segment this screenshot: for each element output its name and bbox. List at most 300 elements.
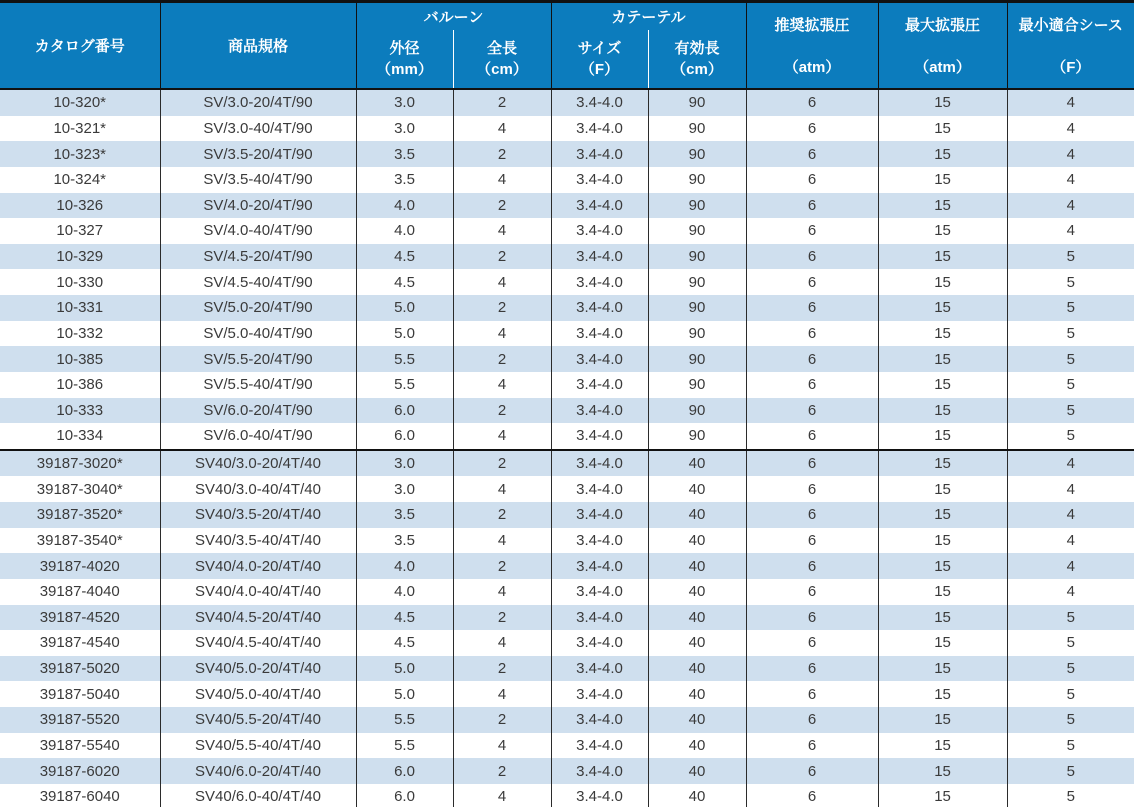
table-row bbox=[0, 784, 1134, 807]
header-catheter-group bbox=[551, 2, 746, 31]
table-row bbox=[0, 630, 1134, 656]
table-row bbox=[0, 605, 1134, 631]
cell-catalog: 10-323* bbox=[0, 141, 160, 167]
table-row bbox=[0, 423, 1134, 450]
cell-catalog: 10-331 bbox=[0, 295, 160, 321]
cell-min-sheath: 4 bbox=[1007, 528, 1134, 554]
cell-max-pressure: 15 bbox=[878, 321, 1007, 347]
cell-rec-pressure: 6 bbox=[746, 372, 878, 398]
cell-od: 4.5 bbox=[356, 605, 453, 631]
header-balloon-group-label: バルーン bbox=[423, 9, 484, 26]
cell-spec: SV40/5.5-40/4T/40 bbox=[160, 733, 356, 759]
cell-rec-pressure: 6 bbox=[746, 346, 878, 372]
cell-effective-length: 90 bbox=[648, 141, 746, 167]
cell-size: 3.4-4.0 bbox=[551, 758, 648, 784]
header-product-spec-label: 商品規格 bbox=[227, 38, 288, 55]
cell-size: 3.4-4.0 bbox=[551, 553, 648, 579]
cell-size: 3.4-4.0 bbox=[551, 321, 648, 347]
cell-rec-pressure: 6 bbox=[746, 553, 878, 579]
cell-length: 4 bbox=[453, 321, 551, 347]
cell-rec-pressure: 6 bbox=[746, 681, 878, 707]
cell-spec: SV/6.0-40/4T/90 bbox=[160, 423, 356, 450]
cell-spec: SV40/5.0-40/4T/40 bbox=[160, 681, 356, 707]
cell-od: 3.0 bbox=[356, 116, 453, 142]
cell-max-pressure: 15 bbox=[878, 89, 1007, 116]
cell-length: 2 bbox=[453, 295, 551, 321]
cell-catalog: 10-333 bbox=[0, 398, 160, 424]
cell-min-sheath: 4 bbox=[1007, 116, 1134, 142]
cell-effective-length: 90 bbox=[648, 116, 746, 142]
cell-size: 3.4-4.0 bbox=[551, 295, 648, 321]
header-catheter-effective-length bbox=[648, 30, 746, 89]
cell-od: 4.5 bbox=[356, 269, 453, 295]
table-row bbox=[0, 707, 1134, 733]
table-row bbox=[0, 372, 1134, 398]
cell-rec-pressure: 6 bbox=[746, 707, 878, 733]
cell-catalog: 39187-3540* bbox=[0, 528, 160, 554]
table-row bbox=[0, 681, 1134, 707]
cell-rec-pressure: 6 bbox=[746, 295, 878, 321]
cell-max-pressure: 15 bbox=[878, 502, 1007, 528]
cell-max-pressure: 15 bbox=[878, 218, 1007, 244]
cell-max-pressure: 15 bbox=[878, 269, 1007, 295]
cell-size: 3.4-4.0 bbox=[551, 193, 648, 219]
cell-min-sheath: 5 bbox=[1007, 423, 1134, 450]
cell-catalog: 10-332 bbox=[0, 321, 160, 347]
cell-min-sheath: 4 bbox=[1007, 89, 1134, 116]
cell-max-pressure: 15 bbox=[878, 528, 1007, 554]
cell-catalog: 10-330 bbox=[0, 269, 160, 295]
cell-length: 4 bbox=[453, 733, 551, 759]
cell-size: 3.4-4.0 bbox=[551, 141, 648, 167]
cell-catalog: 10-386 bbox=[0, 372, 160, 398]
header-min-sheath-unit: （F） bbox=[1051, 59, 1091, 76]
cell-length: 2 bbox=[453, 758, 551, 784]
cell-catalog: 10-324* bbox=[0, 167, 160, 193]
cell-effective-length: 40 bbox=[648, 656, 746, 682]
cell-od: 5.5 bbox=[356, 346, 453, 372]
cell-rec-pressure: 6 bbox=[746, 423, 878, 450]
cell-rec-pressure: 6 bbox=[746, 630, 878, 656]
cell-max-pressure: 15 bbox=[878, 167, 1007, 193]
cell-catalog: 39187-3040* bbox=[0, 476, 160, 502]
cell-spec: SV40/3.0-40/4T/40 bbox=[160, 476, 356, 502]
cell-spec: SV/6.0-20/4T/90 bbox=[160, 398, 356, 424]
cell-catalog: 10-327 bbox=[0, 218, 160, 244]
cell-effective-length: 40 bbox=[648, 733, 746, 759]
cell-size: 3.4-4.0 bbox=[551, 116, 648, 142]
cell-min-sheath: 5 bbox=[1007, 630, 1134, 656]
cell-size: 3.4-4.0 bbox=[551, 450, 648, 477]
cell-effective-length: 90 bbox=[648, 193, 746, 219]
cell-max-pressure: 15 bbox=[878, 372, 1007, 398]
cell-rec-pressure: 6 bbox=[746, 476, 878, 502]
header-recommended-pressure-label: 推奨拡張圧 bbox=[774, 17, 850, 34]
cell-rec-pressure: 6 bbox=[746, 193, 878, 219]
cell-od: 3.5 bbox=[356, 167, 453, 193]
cell-effective-length: 90 bbox=[648, 167, 746, 193]
cell-spec: SV/3.5-20/4T/90 bbox=[160, 141, 356, 167]
header-balloon-length bbox=[453, 30, 551, 89]
cell-catalog: 10-334 bbox=[0, 423, 160, 450]
cell-effective-length: 40 bbox=[648, 502, 746, 528]
cell-spec: SV/4.0-20/4T/90 bbox=[160, 193, 356, 219]
cell-max-pressure: 15 bbox=[878, 784, 1007, 807]
cell-effective-length: 40 bbox=[648, 758, 746, 784]
cell-rec-pressure: 6 bbox=[746, 269, 878, 295]
cell-min-sheath: 5 bbox=[1007, 656, 1134, 682]
cell-length: 2 bbox=[453, 244, 551, 270]
header-catalog-number-label: カタログ番号 bbox=[34, 38, 125, 55]
cell-min-sheath: 4 bbox=[1007, 193, 1134, 219]
cell-max-pressure: 15 bbox=[878, 476, 1007, 502]
cell-catalog: 39187-4040 bbox=[0, 579, 160, 605]
header-catheter-effective-length-unit: （cm） bbox=[671, 61, 723, 78]
cell-od: 6.0 bbox=[356, 423, 453, 450]
cell-rec-pressure: 6 bbox=[746, 733, 878, 759]
cell-spec: SV40/3.0-20/4T/40 bbox=[160, 450, 356, 477]
table-row bbox=[0, 579, 1134, 605]
cell-max-pressure: 15 bbox=[878, 423, 1007, 450]
cell-length: 4 bbox=[453, 784, 551, 807]
cell-rec-pressure: 6 bbox=[746, 502, 878, 528]
cell-length: 2 bbox=[453, 89, 551, 116]
cell-length: 2 bbox=[453, 346, 551, 372]
cell-rec-pressure: 6 bbox=[746, 167, 878, 193]
table-row bbox=[0, 758, 1134, 784]
cell-catalog: 10-326 bbox=[0, 193, 160, 219]
cell-od: 3.5 bbox=[356, 528, 453, 554]
cell-spec: SV/5.5-40/4T/90 bbox=[160, 372, 356, 398]
cell-size: 3.4-4.0 bbox=[551, 423, 648, 450]
cell-catalog: 39187-4020 bbox=[0, 553, 160, 579]
cell-effective-length: 40 bbox=[648, 450, 746, 477]
cell-spec: SV40/3.5-40/4T/40 bbox=[160, 528, 356, 554]
cell-od: 5.5 bbox=[356, 707, 453, 733]
cell-min-sheath: 4 bbox=[1007, 553, 1134, 579]
cell-max-pressure: 15 bbox=[878, 733, 1007, 759]
cell-size: 3.4-4.0 bbox=[551, 398, 648, 424]
cell-effective-length: 40 bbox=[648, 707, 746, 733]
header-max-pressure bbox=[878, 2, 1007, 90]
cell-min-sheath: 4 bbox=[1007, 502, 1134, 528]
cell-od: 3.0 bbox=[356, 476, 453, 502]
header-product-spec bbox=[160, 2, 356, 90]
cell-size: 3.4-4.0 bbox=[551, 269, 648, 295]
table-body bbox=[0, 89, 1134, 807]
header-balloon-od-unit: （mm） bbox=[376, 61, 433, 78]
cell-min-sheath: 5 bbox=[1007, 346, 1134, 372]
cell-min-sheath: 5 bbox=[1007, 321, 1134, 347]
cell-max-pressure: 15 bbox=[878, 579, 1007, 605]
cell-rec-pressure: 6 bbox=[746, 218, 878, 244]
cell-max-pressure: 15 bbox=[878, 346, 1007, 372]
cell-size: 3.4-4.0 bbox=[551, 579, 648, 605]
cell-catalog: 39187-3020* bbox=[0, 450, 160, 477]
cell-min-sheath: 4 bbox=[1007, 450, 1134, 477]
cell-length: 2 bbox=[453, 707, 551, 733]
cell-od: 5.0 bbox=[356, 681, 453, 707]
cell-effective-length: 40 bbox=[648, 579, 746, 605]
cell-length: 2 bbox=[453, 450, 551, 477]
header-max-pressure-label: 最大拡張圧 bbox=[905, 17, 981, 34]
cell-rec-pressure: 6 bbox=[746, 89, 878, 116]
cell-size: 3.4-4.0 bbox=[551, 502, 648, 528]
cell-length: 4 bbox=[453, 218, 551, 244]
cell-length: 4 bbox=[453, 116, 551, 142]
cell-effective-length: 90 bbox=[648, 398, 746, 424]
header-min-sheath-lines bbox=[1008, 4, 1134, 88]
cell-length: 4 bbox=[453, 372, 551, 398]
cell-min-sheath: 4 bbox=[1007, 579, 1134, 605]
cell-size: 3.4-4.0 bbox=[551, 218, 648, 244]
cell-max-pressure: 15 bbox=[878, 244, 1007, 270]
cell-size: 3.4-4.0 bbox=[551, 528, 648, 554]
cell-size: 3.4-4.0 bbox=[551, 733, 648, 759]
cell-spec: SV40/6.0-20/4T/40 bbox=[160, 758, 356, 784]
cell-max-pressure: 15 bbox=[878, 758, 1007, 784]
cell-size: 3.4-4.0 bbox=[551, 656, 648, 682]
cell-effective-length: 90 bbox=[648, 269, 746, 295]
cell-spec: SV/3.0-20/4T/90 bbox=[160, 89, 356, 116]
cell-spec: SV40/5.0-20/4T/40 bbox=[160, 656, 356, 682]
table-row bbox=[0, 450, 1134, 477]
cell-rec-pressure: 6 bbox=[746, 656, 878, 682]
cell-max-pressure: 15 bbox=[878, 295, 1007, 321]
cell-spec: SV40/4.5-40/4T/40 bbox=[160, 630, 356, 656]
cell-size: 3.4-4.0 bbox=[551, 89, 648, 116]
table-row bbox=[0, 244, 1134, 270]
table-row bbox=[0, 398, 1134, 424]
table-row bbox=[0, 193, 1134, 219]
cell-rec-pressure: 6 bbox=[746, 116, 878, 142]
cell-od: 5.0 bbox=[356, 656, 453, 682]
cell-length: 2 bbox=[453, 398, 551, 424]
cell-rec-pressure: 6 bbox=[746, 321, 878, 347]
cell-max-pressure: 15 bbox=[878, 656, 1007, 682]
cell-catalog: 10-385 bbox=[0, 346, 160, 372]
cell-od: 5.5 bbox=[356, 733, 453, 759]
cell-spec: SV/3.5-40/4T/90 bbox=[160, 167, 356, 193]
cell-od: 4.0 bbox=[356, 193, 453, 219]
cell-max-pressure: 15 bbox=[878, 116, 1007, 142]
cell-rec-pressure: 6 bbox=[746, 141, 878, 167]
cell-spec: SV/4.0-40/4T/90 bbox=[160, 218, 356, 244]
cell-length: 2 bbox=[453, 502, 551, 528]
cell-rec-pressure: 6 bbox=[746, 758, 878, 784]
cell-max-pressure: 15 bbox=[878, 450, 1007, 477]
table-row bbox=[0, 528, 1134, 554]
table-row bbox=[0, 141, 1134, 167]
cell-max-pressure: 15 bbox=[878, 605, 1007, 631]
header-catheter-group-label: カテーテル bbox=[611, 9, 686, 26]
cell-spec: SV40/6.0-40/4T/40 bbox=[160, 784, 356, 807]
cell-min-sheath: 5 bbox=[1007, 784, 1134, 807]
header-catheter-size-label: サイズ bbox=[577, 40, 622, 57]
cell-catalog: 39187-3520* bbox=[0, 502, 160, 528]
cell-od: 5.0 bbox=[356, 321, 453, 347]
cell-catalog: 39187-5020 bbox=[0, 656, 160, 682]
table-row bbox=[0, 476, 1134, 502]
cell-size: 3.4-4.0 bbox=[551, 244, 648, 270]
header-catheter-effective-length-label: 有効長 bbox=[674, 40, 720, 57]
cell-size: 3.4-4.0 bbox=[551, 476, 648, 502]
cell-effective-length: 40 bbox=[648, 681, 746, 707]
cell-spec: SV40/3.5-20/4T/40 bbox=[160, 502, 356, 528]
cell-rec-pressure: 6 bbox=[746, 528, 878, 554]
cell-max-pressure: 15 bbox=[878, 630, 1007, 656]
cell-effective-length: 90 bbox=[648, 423, 746, 450]
cell-od: 3.5 bbox=[356, 141, 453, 167]
cell-min-sheath: 5 bbox=[1007, 244, 1134, 270]
cell-effective-length: 90 bbox=[648, 89, 746, 116]
table-row bbox=[0, 295, 1134, 321]
header-min-sheath-label: 最小適合シース bbox=[1018, 17, 1123, 34]
cell-length: 2 bbox=[453, 553, 551, 579]
cell-min-sheath: 5 bbox=[1007, 707, 1134, 733]
header-min-sheath bbox=[1007, 2, 1134, 90]
cell-od: 4.0 bbox=[356, 553, 453, 579]
cell-od: 4.5 bbox=[356, 630, 453, 656]
cell-od: 4.0 bbox=[356, 218, 453, 244]
header-max-pressure-lines bbox=[879, 4, 1007, 88]
cell-effective-length: 40 bbox=[648, 476, 746, 502]
cell-rec-pressure: 6 bbox=[746, 450, 878, 477]
cell-length: 4 bbox=[453, 476, 551, 502]
cell-spec: SV/5.0-20/4T/90 bbox=[160, 295, 356, 321]
cell-spec: SV/4.5-40/4T/90 bbox=[160, 269, 356, 295]
cell-effective-length: 40 bbox=[648, 528, 746, 554]
cell-od: 6.0 bbox=[356, 784, 453, 807]
header-recommended-pressure-lines bbox=[747, 4, 878, 88]
cell-min-sheath: 5 bbox=[1007, 295, 1134, 321]
cell-size: 3.4-4.0 bbox=[551, 605, 648, 631]
cell-od: 6.0 bbox=[356, 758, 453, 784]
cell-max-pressure: 15 bbox=[878, 553, 1007, 579]
cell-min-sheath: 4 bbox=[1007, 476, 1134, 502]
cell-spec: SV/4.5-20/4T/90 bbox=[160, 244, 356, 270]
table-row bbox=[0, 553, 1134, 579]
header-row-groups bbox=[0, 2, 1134, 31]
cell-spec: SV40/4.5-20/4T/40 bbox=[160, 605, 356, 631]
table-row bbox=[0, 167, 1134, 193]
cell-effective-length: 40 bbox=[648, 784, 746, 807]
cell-rec-pressure: 6 bbox=[746, 244, 878, 270]
cell-effective-length: 40 bbox=[648, 605, 746, 631]
table-header bbox=[0, 2, 1134, 90]
cell-od: 3.0 bbox=[356, 450, 453, 477]
table-row bbox=[0, 89, 1134, 116]
cell-size: 3.4-4.0 bbox=[551, 167, 648, 193]
cell-length: 4 bbox=[453, 423, 551, 450]
cell-effective-length: 90 bbox=[648, 295, 746, 321]
cell-min-sheath: 5 bbox=[1007, 681, 1134, 707]
cell-min-sheath: 4 bbox=[1007, 141, 1134, 167]
header-recommended-pressure bbox=[746, 2, 878, 90]
cell-catalog: 39187-6020 bbox=[0, 758, 160, 784]
cell-od: 6.0 bbox=[356, 398, 453, 424]
cell-length: 4 bbox=[453, 630, 551, 656]
header-balloon-length-unit: （cm） bbox=[476, 61, 528, 78]
cell-size: 3.4-4.0 bbox=[551, 630, 648, 656]
cell-catalog: 39187-5040 bbox=[0, 681, 160, 707]
table-row bbox=[0, 218, 1134, 244]
header-balloon-od-label: 外径 bbox=[389, 40, 420, 57]
cell-min-sheath: 5 bbox=[1007, 733, 1134, 759]
cell-catalog: 39187-4540 bbox=[0, 630, 160, 656]
cell-catalog: 39187-5520 bbox=[0, 707, 160, 733]
cell-effective-length: 90 bbox=[648, 218, 746, 244]
table-row bbox=[0, 269, 1134, 295]
cell-length: 2 bbox=[453, 656, 551, 682]
cell-length: 4 bbox=[453, 528, 551, 554]
cell-catalog: 39187-4520 bbox=[0, 605, 160, 631]
cell-effective-length: 90 bbox=[648, 244, 746, 270]
table-row bbox=[0, 321, 1134, 347]
header-max-pressure-unit: （atm） bbox=[914, 59, 971, 76]
header-recommended-pressure-unit: （atm） bbox=[783, 59, 841, 76]
cell-length: 2 bbox=[453, 193, 551, 219]
cell-rec-pressure: 6 bbox=[746, 605, 878, 631]
cell-length: 2 bbox=[453, 141, 551, 167]
cell-min-sheath: 5 bbox=[1007, 269, 1134, 295]
cell-length: 4 bbox=[453, 681, 551, 707]
cell-rec-pressure: 6 bbox=[746, 579, 878, 605]
table-row bbox=[0, 502, 1134, 528]
header-balloon-group bbox=[356, 2, 551, 31]
cell-length: 4 bbox=[453, 167, 551, 193]
cell-max-pressure: 15 bbox=[878, 193, 1007, 219]
cell-catalog: 39187-6040 bbox=[0, 784, 160, 807]
cell-spec: SV40/4.0-40/4T/40 bbox=[160, 579, 356, 605]
cell-od: 4.5 bbox=[356, 244, 453, 270]
header-catheter-size-unit: （F） bbox=[579, 61, 620, 78]
cell-od: 5.5 bbox=[356, 372, 453, 398]
header-catheter-size bbox=[551, 30, 648, 89]
cell-spec: SV/3.0-40/4T/90 bbox=[160, 116, 356, 142]
cell-spec: SV40/4.0-20/4T/40 bbox=[160, 553, 356, 579]
cell-catalog: 10-321* bbox=[0, 116, 160, 142]
cell-catalog: 39187-5540 bbox=[0, 733, 160, 759]
table-row bbox=[0, 733, 1134, 759]
header-catalog-number bbox=[0, 2, 160, 90]
cell-od: 3.0 bbox=[356, 89, 453, 116]
cell-spec: SV/5.5-20/4T/90 bbox=[160, 346, 356, 372]
table-row bbox=[0, 346, 1134, 372]
table-row bbox=[0, 656, 1134, 682]
header-balloon-length-label: 全長 bbox=[487, 40, 518, 57]
cell-size: 3.4-4.0 bbox=[551, 346, 648, 372]
cell-length: 4 bbox=[453, 269, 551, 295]
cell-max-pressure: 15 bbox=[878, 707, 1007, 733]
cell-od: 3.5 bbox=[356, 502, 453, 528]
cell-rec-pressure: 6 bbox=[746, 398, 878, 424]
cell-effective-length: 40 bbox=[648, 553, 746, 579]
cell-min-sheath: 4 bbox=[1007, 167, 1134, 193]
cell-min-sheath: 4 bbox=[1007, 218, 1134, 244]
cell-effective-length: 90 bbox=[648, 346, 746, 372]
cell-length: 4 bbox=[453, 579, 551, 605]
cell-min-sheath: 5 bbox=[1007, 398, 1134, 424]
cell-od: 4.0 bbox=[356, 579, 453, 605]
cell-catalog: 10-320* bbox=[0, 89, 160, 116]
cell-spec: SV/5.0-40/4T/90 bbox=[160, 321, 356, 347]
cell-size: 3.4-4.0 bbox=[551, 681, 648, 707]
cell-effective-length: 90 bbox=[648, 372, 746, 398]
table-row bbox=[0, 116, 1134, 142]
cell-length: 2 bbox=[453, 605, 551, 631]
cell-max-pressure: 15 bbox=[878, 141, 1007, 167]
